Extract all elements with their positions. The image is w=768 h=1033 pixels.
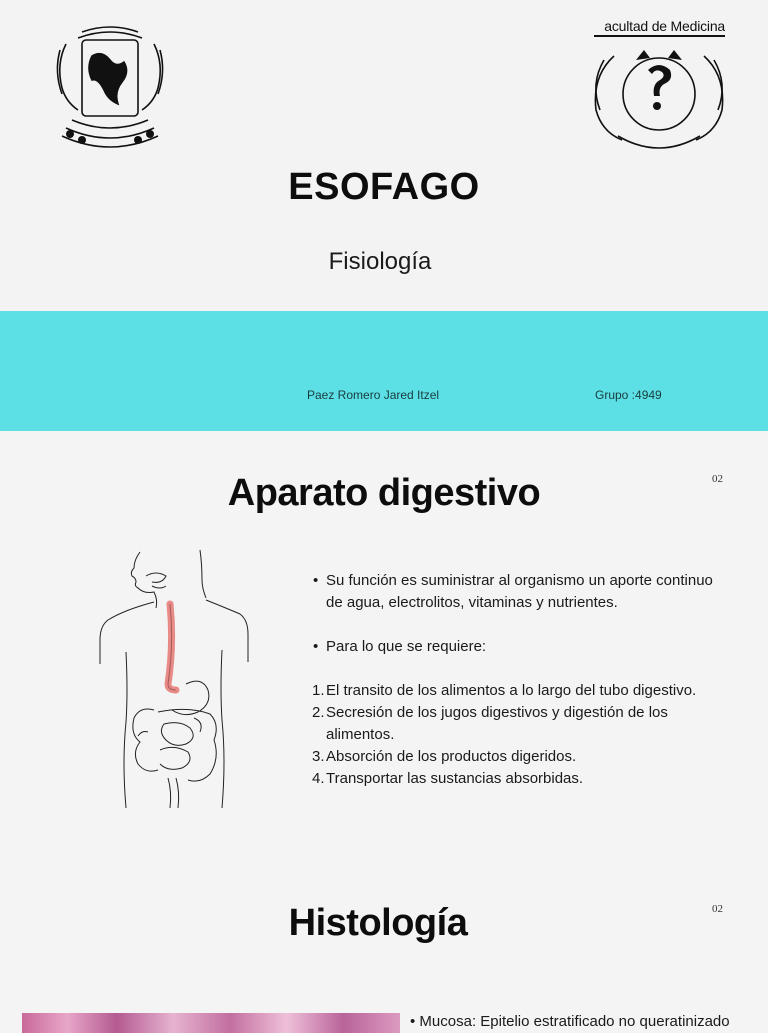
histology-bullet: • Mucosa: Epitelio estratificado no queratinizado [410, 1013, 730, 1030]
unam-seal-logo [52, 24, 168, 150]
histology-micrograph [22, 1013, 400, 1033]
slide2-title: Aparato digestivo [227, 472, 541, 514]
cover-title: ESOFAGO [288, 166, 480, 208]
group-label: Grupo :4949 [595, 388, 662, 402]
cover-subtitle: Fisiología [328, 248, 432, 275]
list-item: 2. Secresión de los jugos digestivos y digestión de los alimentos. [312, 704, 668, 743]
list-item: 4. Transportar las sustancias absorbidas. [312, 770, 584, 787]
list-item: 1. El transito de los alimentos a lo largo del tubo digestivo. [312, 682, 697, 699]
slide3-title: Histología [288, 902, 468, 944]
bullet-requirements: • Para lo que se requiere: [326, 636, 732, 658]
slide2-page-number: 02 [712, 473, 723, 485]
medicine-faculty-logo [588, 16, 730, 156]
faculty-label: acultad de Medicina [604, 18, 725, 34]
cover-slide [0, 0, 768, 431]
requirements-list [312, 680, 732, 790]
slide2-content [312, 570, 732, 790]
slide3-page-number: 02 [712, 903, 723, 915]
bullet-function: • Su función es suministrar al organismo un aporte continuo de agua, electrolitos, vitaminas y nutrientes. [326, 570, 732, 614]
author-name: Paez Romero Jared Itzel [307, 388, 440, 402]
list-item: 3. Absorción de los productos digeridos. [312, 748, 577, 765]
medicine-seal-icon [588, 16, 730, 156]
digestive-system-illustration [94, 546, 254, 816]
cover-band [0, 311, 768, 431]
